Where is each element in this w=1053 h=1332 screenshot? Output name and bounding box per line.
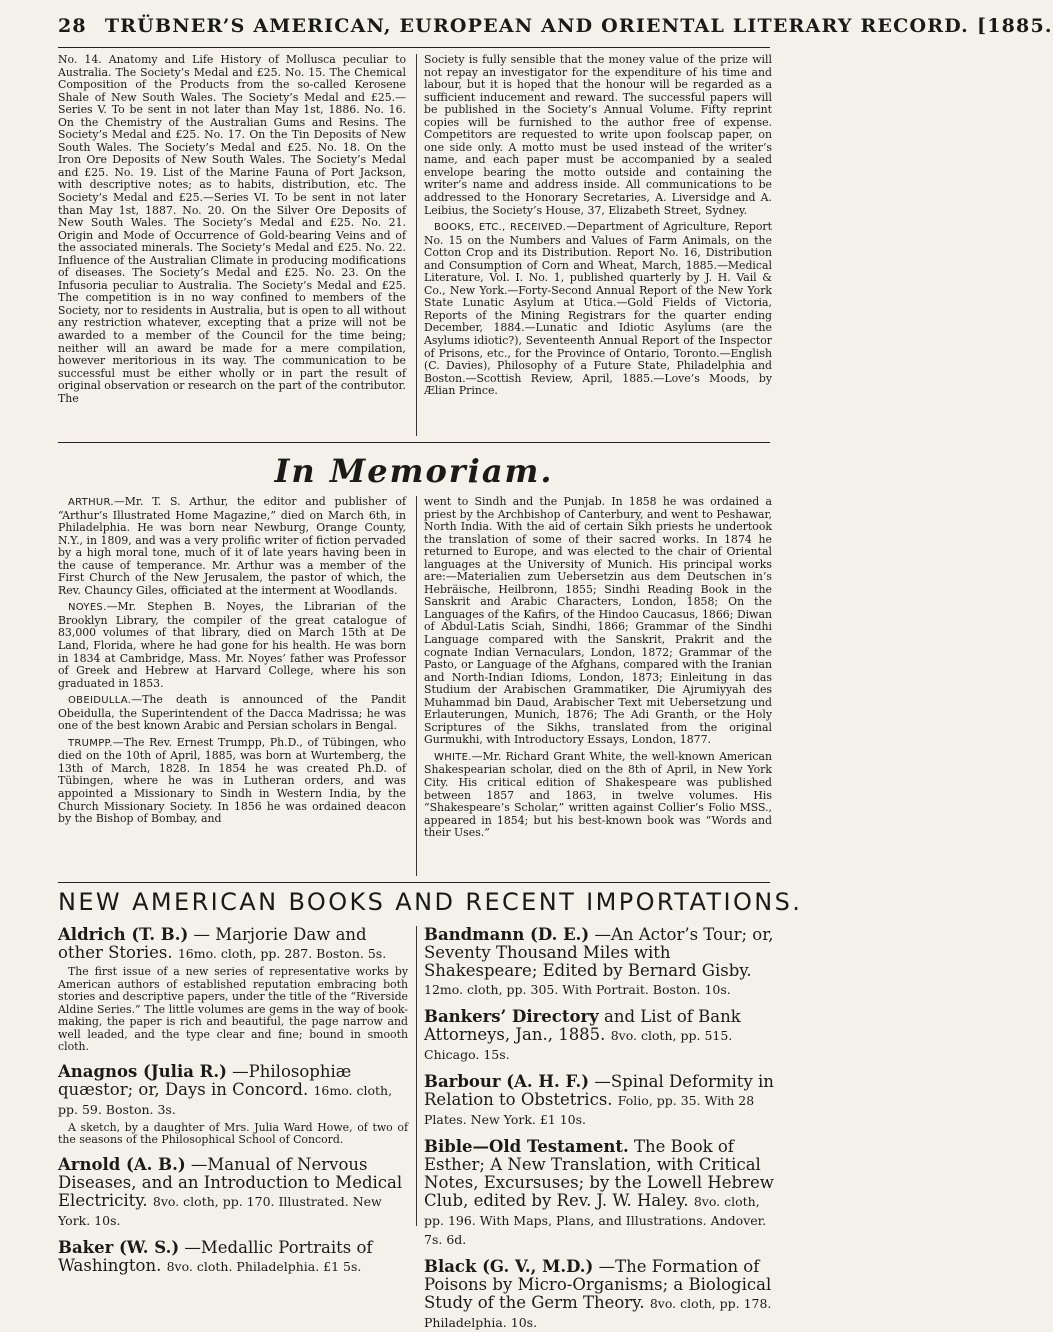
obituary-text: —Mr. Richard Grant White, the well-known American Shakespearian scholar, died on the 8th of April, in New York City. His critical edition of Shakespeare was published between 1857 and 1863, in twelve volumes. His “Shakespeare’s Scholar,” written against Collier’s Folio MSS., appeared in 1854; but his best-known book was “Words and their Uses.” <box>424 749 772 840</box>
obituary-name: ARTHUR. <box>68 497 114 508</box>
memoriam-column-left <box>58 496 406 874</box>
book-title: —Manual of Nervous Diseases, and an Introduction to Medical Electricity. <box>58 1154 403 1210</box>
memoriam-heading: In Memoriam. <box>274 452 554 490</box>
obituary-entry <box>58 601 406 690</box>
book-title: and List of Bank Attorneys, Jan., 1885. <box>424 1007 741 1044</box>
prize-column-right <box>424 54 772 434</box>
running-header <box>58 8 1053 44</box>
book-author: Bankers’ Directory <box>424 1007 599 1026</box>
book-title: —Spinal Deformity in Relation to Obstetrics. <box>424 1072 774 1109</box>
section-rule <box>58 882 770 883</box>
book-author: Baker (W. S.) <box>58 1237 180 1257</box>
book-entry <box>424 1258 774 1332</box>
page-number: 28 <box>58 15 87 37</box>
book-author: Anagnos (Julia R.) <box>58 1061 227 1081</box>
obituary-text: went to Sindh and the Punjab. In 1858 he was ordained a priest by the Archbishop of Canterbury, and went to Peshawar, North India. With the aid of certain Sikh priests he undertook the translation of some of their sacred works. In 1874 he returned to Europe, and was elected to the chair of Oriental languages at the University of Munich. His principal works are:—Materialien zum Uebersetzin aus dem Deutschen in’s Hebräische, Heilbronn, 1855; Sindhi Reading Book in the Sanskrit and Arabic Characters, London, 1858; On the Languages of the Kafirs, of the Hindoo Caucasus, 1866; Diwan of Abdul-Latis Sciah, Sindhi, 1866; Grammar of the Sindhi Language compared with the Sanskrit, Prakrit and the cognate Indian Vernaculars, London, 1872; Grammar of the Pasto, or Language of the Afghans, compared with the Iranian and North-Indian Idioms, London, 1873; Einleitung in das Studium der Arabischen Grammatiker, Die Ajrumiyyah des Muhammad bin Daud, Arabischer Text mit Uebersetzung und Erlauterungen, Munich, 1876; The Adi Granth, or the Holy Scriptures of the Sikhs, translated from the original Gurmukhi, with Introductory Essays, London, 1877. <box>424 495 772 747</box>
book-note: A sketch, by a daughter of Mrs. Julia Ward Howe, of two of the seasons of the Philosophical School of Concord. <box>58 1120 408 1146</box>
book-title: The Book of Esther; A New Translation, with Critical Notes, Excursuses; by the Lowell Hebrew Club, edited by Rev. J. W. Haley. <box>424 1137 774 1210</box>
obituary-entry <box>58 496 406 597</box>
book-entry <box>424 1073 774 1129</box>
memoriam-column-right <box>424 496 772 874</box>
book-entry <box>58 1239 408 1276</box>
prize-text-right: Society is fully sensible that the money value of the prize will not repay an investigator for the expenditure of his time and labour, but it is hoped that the honour will be regarded as a sufficient inducement and reward. The successful papers will be published in the Society’s Annual Volume. Fifty reprint copies will be furnished to the author free of expense. Competitors are requested to write upon foolscap paper, on one side only. A motto must be used instead of the writer’s name, and each paper must be accompanied by a sealed envelope bearing the motto outside and containing the writer’s name and address inside. All communications to be addressed to the Honorary Secretaries, A. Liversidge and A. Leibius, the Society’s House, 37, Elizabeth Street, Sydney. <box>424 53 772 217</box>
book-details: 8vo. cloth, pp. 178. Philadelphia. 10s. <box>424 1296 772 1330</box>
book-details: 16mo. cloth, pp. 59. Boston. 3s. <box>58 1082 393 1117</box>
obituary-entry <box>424 751 772 840</box>
book-title: —An Actor’s Tour; or, Seventy Thousand Miles with Shakespeare; Edited by Bernard Gisby. <box>424 925 774 980</box>
books-column-right <box>424 925 774 1330</box>
obituary-entry <box>58 694 406 733</box>
book-details: 12mo. cloth, pp. 305. With Portrait. Boston. 10s. <box>424 982 731 997</box>
book-author: Black (G. V., M.D.) <box>424 1257 594 1276</box>
book-author: Arnold (A. B.) <box>58 1154 186 1174</box>
book-entry <box>58 926 408 1054</box>
prize-text-left: No. 14. Anatomy and Life History of Mollusca peculiar to Australia. The Society’s Medal and £25. No. 15. The Chemical Composition of the Products from the so-called Kerosene Shale of New South Wales. The Society’s Medal and £25.—Series V. To be sent in not later than May 1st, 1886. No. 16. On the Chemistry of the Australian Gums and Resins. The Society’s Medal and £25. No. 17. On the Tin Deposits of New South Wales. The Society’s Medal and £25. No. 18. On the Iron Ore Deposits of New South Wales. The Society’s Medal and £25. No. 19. List of the Marine Fauna of Port Jackson, with descriptive notes; as to habits, distribution, etc. The Society’s Medal and £25.—Series VI. To be sent in not later than May 1st, 1887. No. 20. On the Silver Ore Deposits of New South Wales. The Society’s Medal and £25. No. 21. Origin and Mode of Occurrence of Gold-bearing Veins and of the associated minerals. The Society’s Medal and £25. No. 22. Influence of the Australian Climate in producing modifications of diseases. The Society’s Medal and £25. No. 23. On the Infusoria peculiar to Australia. The Society’s Medal and £25. The competition is in no way confined to members of the Society, nor to residents in Australia, but is open to all without any restriction whatever, excepting that a prize will not be awarded to a member of the Council for the time being; neither will an award be made for a mere compilation, however meritorious in its way. The communication to be successful must be either wholly or in part the result of original observation or research on the part of the contributor. The <box>58 53 406 405</box>
obituary-name: NOYES. <box>68 602 107 614</box>
book-author: Bandmann (D. E.) <box>424 925 590 944</box>
book-author: Aldrich (T. B.) <box>58 925 189 944</box>
header-rule <box>58 47 770 48</box>
obituary-name: OBEIDULLA. <box>68 695 132 707</box>
book-title: —The Formation of Poisons by Micro-Organisms; a Biological Study of the Germ Theory. <box>424 1257 772 1312</box>
obituary-name: WHITE. <box>434 751 472 763</box>
book-details: 8vo. cloth, pp. 196. With Maps, Plans, and Illustrations. Andover. 7s. 6d. <box>424 1194 767 1247</box>
book-entry <box>58 1156 408 1230</box>
obituary-text: —Mr. Stephen B. Noyes, the Librarian of the Brooklyn Library, the compiler of the great catalogue of 83,000 volumes of that library, died on March 15th at De Land, Florida, where he had gone for his health. He was born in 1834 at Cambridge, Mass. Mr. Noyes’ father was Professor of Greek and Hebrew at Harvard College, where his son graduated in 1853. <box>58 600 406 690</box>
book-details: 8vo. cloth, pp. 515. Chicago. 15s. <box>424 1028 733 1062</box>
obituary-text: —Mr. T. S. Arthur, the editor and publisher of “Arthur’s Illustrated Home Magazine,” died on March 6th, in Philadelphia. He was born near Newburg, Orange County, N.Y., in 1809, and was a very prolific writer of fiction pervaded by a high moral tone, much of it of late years having been in the cause of temperance. Mr. Arthur was a member of the First Church of the New Jerusalem, the pastor of which, the Rev. Chauncy Giles, officiated at the interment at Woodlands. <box>58 495 406 597</box>
book-author: Barbour (A. H. F.) <box>424 1072 590 1091</box>
books-received: BOOKS, ETC., RECEIVED.—Department of Agriculture, Report No. 15 on the Numbers and Values of Farm Animals, on the Cotton Crop and its Distribution. Report No. 16, Distribution and Consumption of Corn and Wheat, March, 1885.—Medical Literature, Vol. I. No. 1, published quarterly by J. H. Vail & Co., New York.—Forty-Second Annual Report of the New York State Lunatic Asylum at Utica.—Gold Fields of Victoria, Reports of the Mining Registrars for the quarter ending December, 1884.—Lunatic and Idiotic Asylums (are the Asylums idiotic?), Seventeenth Annual Report of the Inspector of Prisons, etc., for the Province of Ontario, Toronto.—English (C. Davies), Philosophy of a Future State, Philadelphia and Boston.—Scottish Review, April, 1885.—Love’s Moods, by Ælian Prince. <box>424 220 772 398</box>
header-year: [1885. <box>977 15 1053 37</box>
book-title: —Medallic Portraits of Washington. <box>58 1237 373 1275</box>
book-entry <box>58 1063 408 1147</box>
obituary-text: —The death is announced of the Pandit Obeidulla, the Superintendent of the Dacca Madrissa; he was one of the best known Arabic and Persian scholars in Bengal. <box>58 693 406 733</box>
obituary-entry <box>424 496 772 747</box>
column-divider <box>416 926 417 1226</box>
book-details: 16mo. cloth, pp. 287. Boston. 5s. <box>177 946 387 961</box>
book-details: Folio, pp. 35. With 28 Plates. New York. £1 10s. <box>424 1093 755 1127</box>
prize-column-left <box>58 54 406 434</box>
book-note: The first issue of a new series of representative works by American authors of established reputation embracing both stories and descriptive papers, under the title of the “Riverside Aldine Series.” The little volumes are gems in the way of book-making, the paper is rich and beautiful, the page narrow and well leaded, and the type clear and fine; bound in smooth cloth. <box>58 965 408 1053</box>
books-column-left <box>58 925 408 1275</box>
column-divider <box>416 54 417 436</box>
obituary-name: TRUMPP. <box>68 737 113 749</box>
column-divider <box>416 496 417 876</box>
obituary-text: —The Rev. Ernest Trumpp, Ph.D., of Tübingen, who died on the 10th of April, 1885, was born at Wurtemberg, the 13th of March, 1828. In 1854 he was created Ph.D. of Tübingen, where he was in Lutheran orders, and was appointed a Missionary to Sindh in Western India, by the Church Missionary Society. In 1856 he was ordained deacon by the Bishop of Bombay, and <box>58 735 406 826</box>
journal-title: TRÜBNER’S AMERICAN, EUROPEAN AND ORIENTAL LITERARY RECORD. <box>104 15 970 37</box>
book-title: — Marjorie Daw and other Stories. <box>58 925 367 962</box>
book-entry <box>424 1138 774 1249</box>
books-heading: NEW AMERICAN BOOKS AND RECENT IMPORTATIONS. <box>58 888 803 916</box>
book-entry <box>424 926 774 999</box>
book-details: 8vo. cloth. Philadelphia. £1 5s. <box>166 1258 362 1274</box>
book-author: Bible—Old Testament. <box>424 1137 629 1156</box>
section-rule <box>58 442 770 443</box>
book-details: 8vo. cloth, pp. 170. Illustrated. New York. 10s. <box>58 1193 382 1228</box>
book-entry <box>424 1008 774 1064</box>
book-title: —Philosophiæ quæstor; or, Days in Concord. <box>58 1061 352 1099</box>
obituary-entry <box>58 737 406 826</box>
